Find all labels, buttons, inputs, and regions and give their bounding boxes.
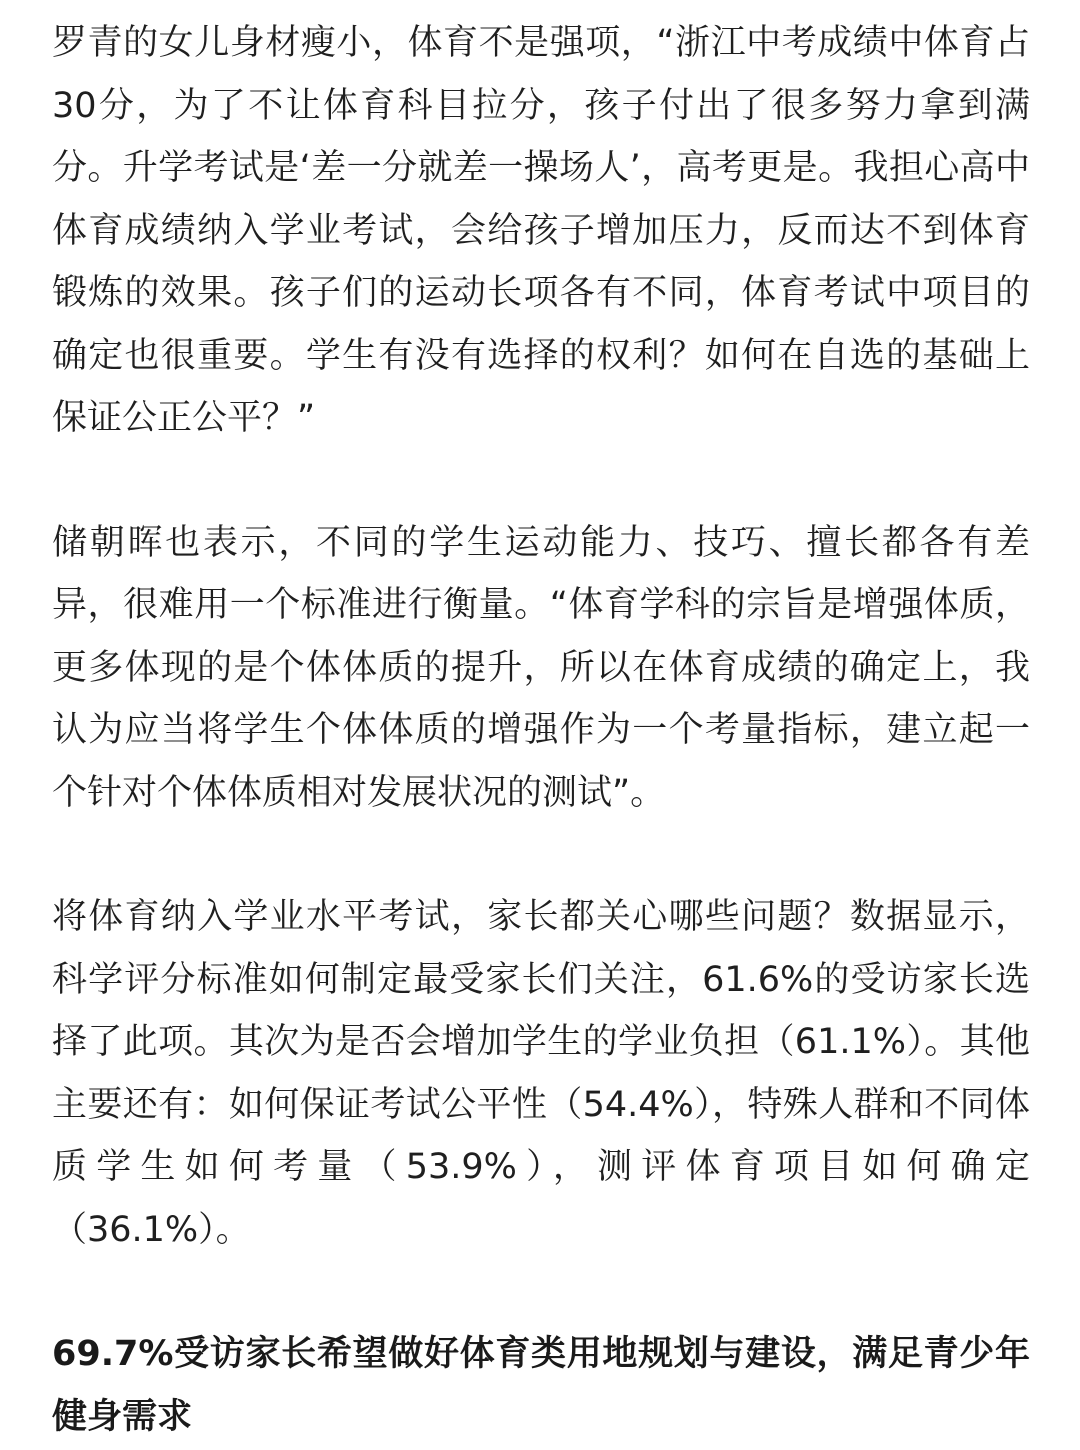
paragraph-parent-concerns-data: 将体育纳入学业水平考试，家长都关心哪些问题？数据显示，科学评分标准如何制定最受家长们关注，61.6%的受访家长选择了此项。其次为是否会增加学生的学业负担（61.1%）。其他主要还有：如何保证考试公平性（54.4%），特殊人群和不同体质学生如何考量（53.9%），测评体育项目如何确定（36.1%）。 (52, 897, 1030, 1250)
paragraph-luo-qing-quote: 罗青的女儿身材瘦小，体育不是强项，“浙江中考成绩中体育占30分，为了不让体育科目拉分，孩子付出了很多努力拿到满分。升学考试是‘差一分就差一操场人’，高考更是。我担心高中体育成绩纳入学业考试，会给孩子增加压力，反而达不到体育锻炼的效果。孩子们的运动长项各有不同，体育考试中项目的确定也很重要。学生有没有选择的权利？如何在自选的基础上保证公正公平？” (52, 23, 1030, 438)
paragraph-chu-zhaohui-quote: 储朝晖也表示，不同的学生运动能力、技巧、擅长都各有差异，很难用一个标准进行衡量。“体育学科的宗旨是增强体质，更多体现的是个体体质的提升，所以在体育成绩的确定上，我认为应当将学生个体体质的增强作为一个考量指标，建立起一个针对个体体质相对发展状况的测试”。 (52, 522, 1030, 813)
section-heading: 69.7%受访家长希望做好体育类用地规划与建设，满足青少年健身需求 (52, 1334, 1030, 1437)
article-body (52, 12, 1030, 1448)
